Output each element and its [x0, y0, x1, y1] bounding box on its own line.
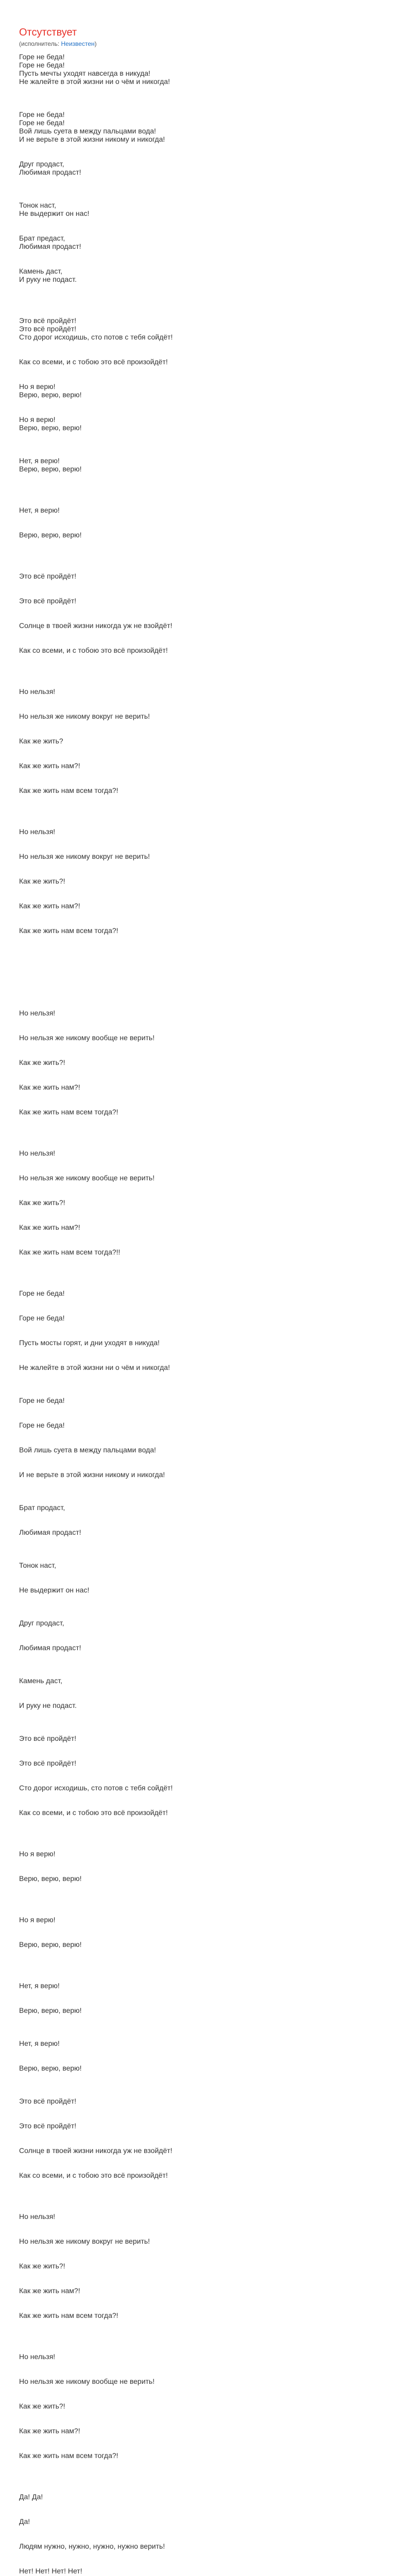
- lyrics-text: Горе не беда! Горе не беда! Пусть мечты уходят навсегда в никуда! Не жалейте в этой жизни ни о чём и никогда! Горе не беда! Горе не беда! Вой лишь суета в между пальцами вода! И не верьте в этой жизни никому и никогда! Друг продаст, Любимая продаст! Тонок наст, Не выдержит он нас! Брат предаст, Любимая продаст! Камень даст, И руку не подаст. Это всё пройдёт! Это всё пройдёт! Сто дорог исходишь, сто потов с тебя сойдёт! Как со всеми, и с тобою это всё произойдёт! Но я верю! Верю, верю, верю! Но я верю! Верю, верю, верю! Нет, я верю! Верю, верю, верю! Нет, я верю! Верю, верю, верю! Это всё пройдёт! Это всё пройдёт! Солнце в твоей жизни никогда уж не взойдёт! Как со всеми, и с тобою это всё произойдёт! Но нельзя! Но нельзя же никому вокруг не верить! Как же жить? Как же жить нам?! Как же жить нам всем тогда?! Но нельзя! Но нельзя же никому вокруг не верить! Как же жить?! Как же жить нам?! Как же жить нам всем тогда?! Но нельзя! Но нельзя же никому вообще не верить! Как же жить?! Как же жить нам?! Как же жить нам всем тогда?! Но нельзя! Но нельзя же никому вообще не верить! Как же жить?! Как же жить нам?! Как же жить нам всем тогда?!! Горе не беда! Горе не беда! Пусть мосты горят, и дни уходят в никуда! Не жалейте в этой жизни ни о чём и никогда! Горе не беда! Горе не беда! Вой лишь суета в между пальцами вода! И не верьте в этой жизни никому и никогда! Брат продаст, Любимая продаст! Тонок наст, Не выдержит он нас! Друг продаст, Любимая продаст! Камень даст, И руку не подаст. Это всё пройдёт! Это всё пройдёт! Сто дорог исходишь, сто потов с тебя сойдёт! Как со всеми, и с тобою это всё произойдёт! Но я верю! Верю, верю, верю! Но я верю! Верю, верю, верю! Нет, я верю! Верю, верю, верю! Нет, я верю! Верю, верю, верю! Это всё пройдёт! Это всё пройдёт! Солнце в твоей жизни никогда уж не взойдёт! Как со всеми, и с тобою это всё произойдёт! Но нельзя! Но нельзя же никому вокруг не верить! Как же жить?! Как же жить нам?! Как же жить нам всем тогда?! Но нельзя! Но нельзя же никому вообще не верить! Как же жить?! Как же жить нам?! Как же жить нам всем тогда?! Да! Да! Да! Людям нужно, нужно, нужно, нужно верить! Нет! Нет! Нет! Нет!: [19, 53, 173, 2575]
- artist-prefix: (исполнитель:: [19, 40, 61, 47]
- song-title: Отсутствует: [19, 27, 77, 38]
- artist-line: [19, 40, 97, 47]
- artist-link[interactable]: Неизвестен: [61, 40, 95, 47]
- artist-suffix: ): [94, 40, 97, 47]
